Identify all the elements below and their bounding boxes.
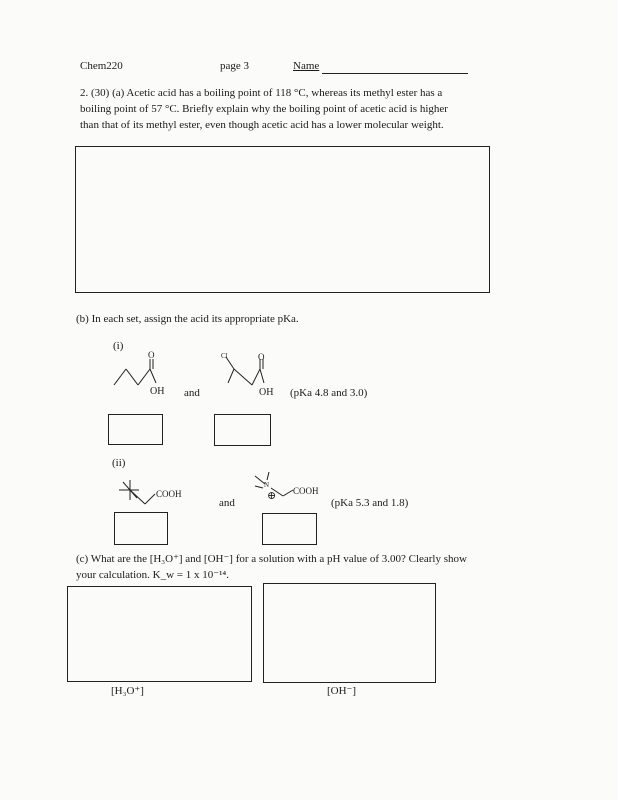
set-ii-and: and [219, 497, 235, 509]
page-number: page 3 [220, 60, 250, 72]
o-label-1: O [148, 350, 155, 360]
cl-label: Cl [221, 352, 228, 360]
question-a-line-1: 2. (30) (a) Acetic acid has a boiling point of 118 °C, whereas its methyl ester has a [80, 87, 443, 99]
cooh-label-1: COOH [156, 489, 182, 499]
positive-charge: ⊕ [267, 490, 277, 502]
oh-label: [OH⁻] [327, 685, 357, 697]
answer-box-h3o[interactable] [67, 586, 252, 682]
answer-box-ii-1[interactable] [114, 512, 168, 545]
question-c-text [76, 552, 467, 584]
set-i-pka: (pKa 4.8 and 3.0) [290, 387, 368, 399]
question-a-line-3: than that of its methyl ester, even though acetic acid has a lower molecular weight. [80, 118, 444, 131]
question-c-line-2: your calculation. K_w = 1 x 10⁻¹⁴. [76, 568, 229, 581]
set-i-label: (i) [113, 340, 124, 352]
question-c-line-1: (c) What are the [H₃O⁺] and [OH⁻] for a solution with a pH value of 3.00? Clearly show [76, 553, 467, 565]
name-label: Name [293, 60, 320, 72]
set-ii-pka: (pKa 5.3 and 1.8) [331, 497, 409, 509]
question-b-text: (b) In each set, assign the acid its appropriate pKa. [76, 313, 299, 325]
cooh-label-2: COOH [293, 486, 319, 496]
answer-box-oh[interactable] [263, 583, 436, 683]
set-i-and: and [184, 387, 200, 399]
o-label-2: O [258, 352, 265, 362]
answer-box-ii-2[interactable] [262, 513, 317, 545]
h3o-label: [H₃O⁺] [111, 685, 144, 697]
oh-label-1: OH [150, 386, 165, 397]
butanoic-acid-structure [114, 359, 156, 385]
question-a-text [80, 86, 448, 134]
name-field[interactable] [322, 73, 468, 74]
answer-box-a[interactable] [75, 146, 490, 293]
answer-box-i-1[interactable] [108, 414, 163, 445]
oh-label-2: OH [259, 387, 274, 398]
course-title: Chem220 [80, 60, 123, 72]
set-ii-label: (ii) [112, 457, 126, 469]
n-label: N [264, 481, 270, 489]
question-a-line-2: boiling point of 57 °C. Briefly explain why the boiling point of acetic acid is higher [80, 102, 448, 115]
answer-box-i-2[interactable] [214, 414, 271, 446]
tert-butyl-acid-structure [119, 480, 155, 504]
